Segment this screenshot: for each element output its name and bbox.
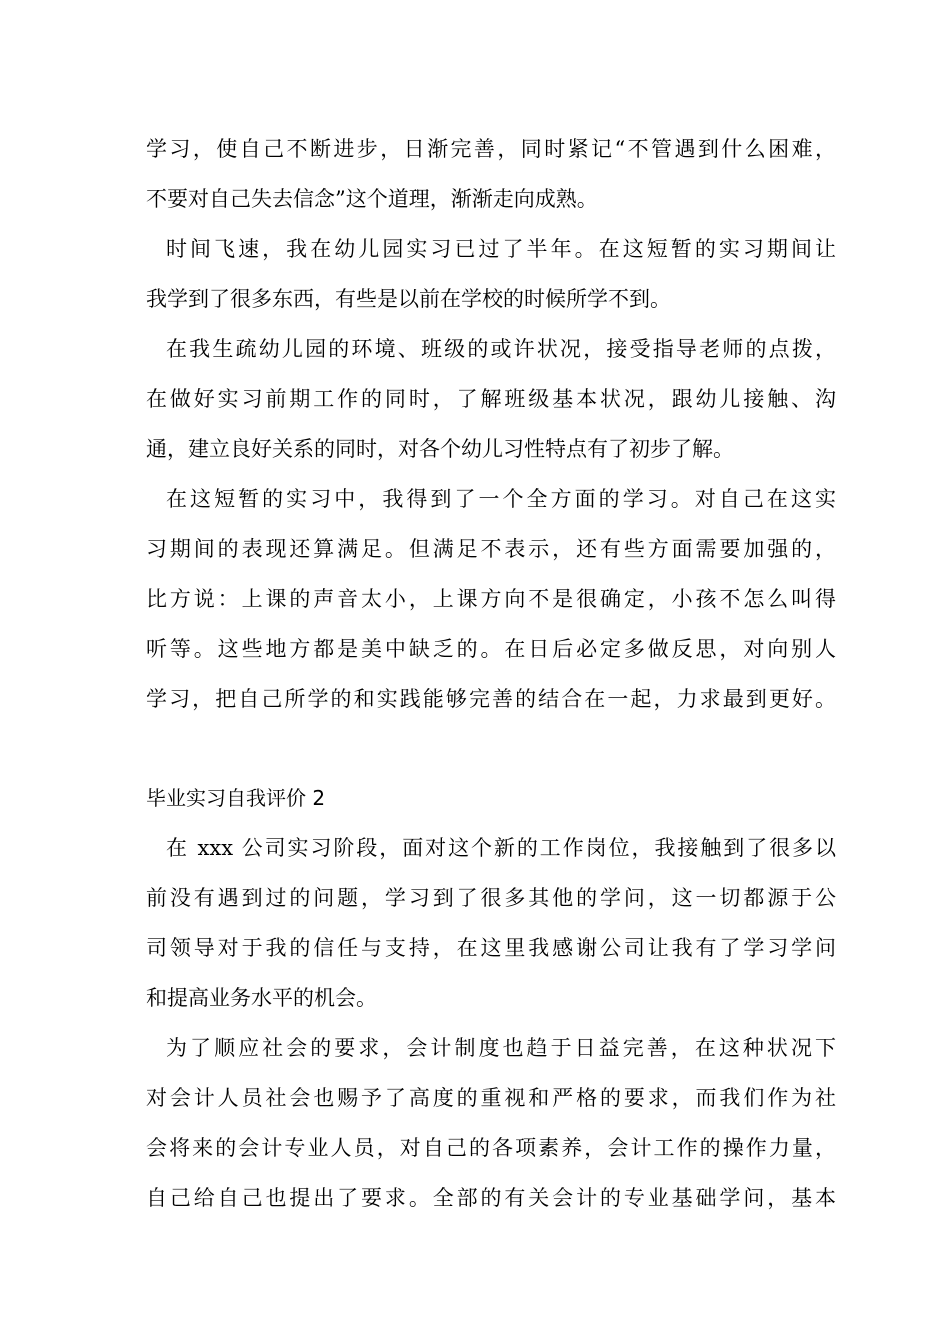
text-line: 在我生疏幼儿园的环境、班级的或许状况，接受指导老师的点拨，: [166, 337, 836, 361]
text-line: 比方说：上课的声音太小，上课方向不是很确定，小孩不怎么叫得: [146, 587, 836, 611]
text-line: 学习，使自己不断进步，日渐完善，同时紧记“不管遇到什么困难，: [146, 137, 836, 161]
text-line: 在 xxx 公司实习阶段，面对这个新的工作岗位，我接触到了很多以: [166, 836, 836, 860]
text-line: 通，建立良好关系的同时，对各个幼儿习性特点有了初步了解。: [146, 437, 734, 461]
paragraph: [146, 823, 836, 1023]
text-line: 我学到了很多东西，有些是以前在学校的时候所学不到。: [146, 287, 671, 311]
document-page: [146, 124, 836, 1223]
paragraph: [146, 474, 836, 724]
section-heading: 毕业实习自我评价 2: [146, 786, 326, 810]
section-spacer: [146, 724, 836, 773]
text-line: 司领导对于我的信任与支持，在这里我感谢公司让我有了学习学问: [146, 936, 836, 960]
paragraph: [146, 224, 836, 324]
text-line: 在做好实习前期工作的同时，了解班级基本状况，跟幼儿接触、沟: [146, 387, 836, 411]
text-line: 习期间的表现还算满足。但满足不表示，还有些方面需要加强的，: [146, 537, 836, 561]
text-line: 不要对自己失去信念”这个道理，渐渐走向成熟。: [146, 187, 598, 211]
text-line: 在这短暂的实习中，我得到了一个全方面的学习。对自己在这实: [166, 487, 836, 511]
text-line: 前没有遇到过的问题，学习到了很多其他的学问，这一切都源于公: [146, 886, 836, 910]
paragraph: [146, 1023, 836, 1223]
text-line: 听等。这些地方都是美中缺乏的。在日后必定多做反思，对向别人: [146, 637, 836, 661]
text-line: 时间飞速，我在幼儿园实习已过了半年。在这短暂的实习期间让: [166, 237, 836, 261]
text-line: 对会计人员社会也赐予了高度的重视和严格的要求，而我们作为社: [146, 1086, 836, 1110]
paragraph: [146, 124, 836, 224]
text-line: 为了顺应社会的要求，会计制度也趋于日益完善，在这种状况下: [166, 1036, 836, 1060]
text-line: 会将来的会计专业人员，对自己的各项素养，会计工作的操作力量，: [146, 1136, 836, 1160]
text-line: 学习，把自己所学的和实践能够完善的结合在一起，力求最到更好。: [146, 687, 836, 711]
text-line: 自己给自己也提出了要求。全部的有关会计的专业基础学问，基本: [146, 1186, 836, 1210]
text-line: 和提高业务水平的机会。: [146, 986, 377, 1010]
paragraph: [146, 324, 836, 474]
